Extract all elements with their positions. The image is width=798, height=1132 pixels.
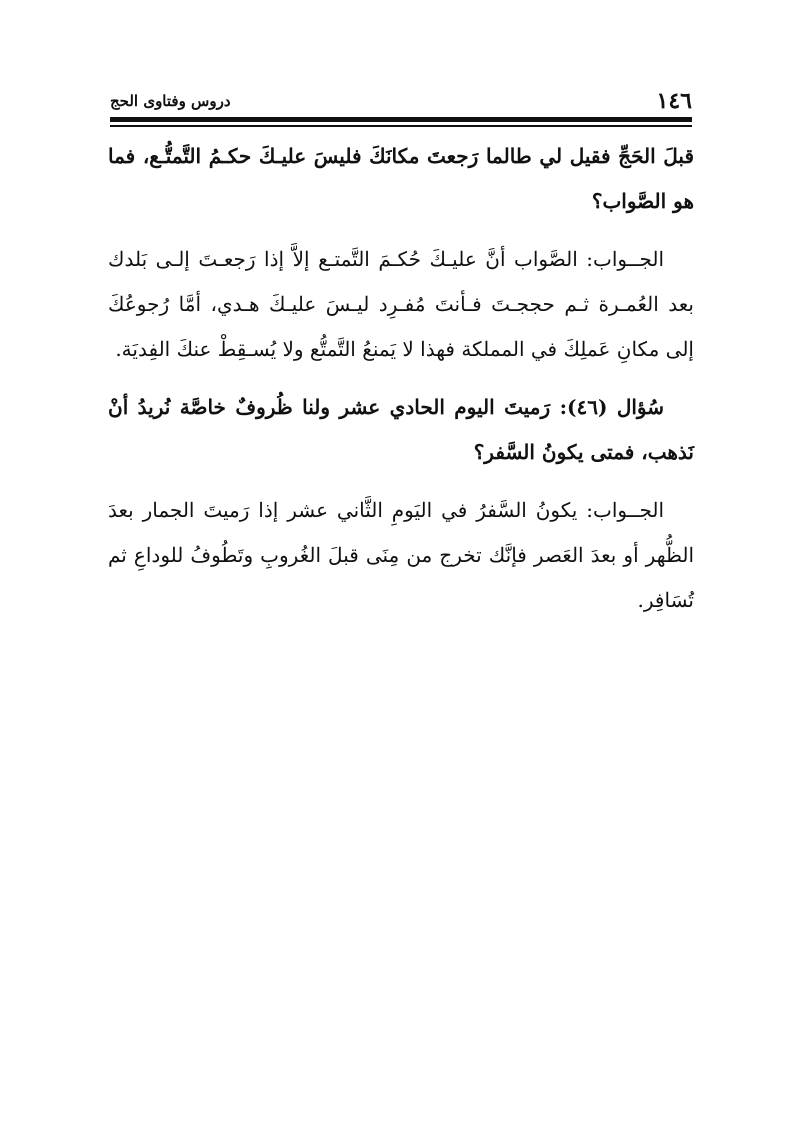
answer-label-2: الجــواب: — [586, 498, 664, 522]
answer-text-2: يكونُ السَّفرُ في اليَومِ الثَّاني عشر إذا رَميتَ الجمار بعدَ الظُّهر أو بعدَ العَصر فإنَّك تخرج من مِنَى قبلَ الغُروبِ وتَطُوفُ للوداعِ ثم تُسَافِر. — [108, 498, 694, 612]
question-46-text: سُؤال (٤٦): رَميتَ اليوم الحادي عشر ولنا ظُروفٌ خاصَّة نُريدُ أنْ نَذهب، فمتى يكونُ السَّفر؟ — [108, 395, 694, 464]
answer-paragraph-1 — [108, 237, 694, 372]
question-46 — [108, 385, 694, 475]
answer-label-1: الجــواب: — [586, 247, 664, 271]
header-rule-thick — [110, 117, 692, 122]
answer-text-1: الصَّواب أنَّ عليـكَ حُكـمَ التَّمتـع إلاَّ إذا رَجعـتَ إلـى بَلدك بعد العُمـرة ثـم حججـتَ فـأنتَ مُفـرِد ليـسَ عليـكَ هـدي، أمَّا رُجوعُكَ إلى مكانِ عَملِكَ في المملكة فهذا لا يَمنعُ التَّمتُّع ولا يُسـقِطْ عنكَ الفِديَة. — [108, 247, 694, 361]
question-continuation-text: قبلَ الحَجِّ فقيل لي طالما رَجعتَ مكانَكَ فليسَ عليـكَ حكـمُ التَّمتُّـع، فما هو الصَّواب؟ — [108, 144, 694, 213]
page-header — [110, 88, 692, 114]
page-number: ١٤٦ — [656, 88, 692, 114]
page-body — [108, 134, 694, 623]
running-title: دروس وفتاوى الحج — [110, 92, 231, 110]
question-continuation — [108, 134, 694, 224]
answer-paragraph-2 — [108, 488, 694, 623]
header-rule-thin — [110, 125, 692, 127]
